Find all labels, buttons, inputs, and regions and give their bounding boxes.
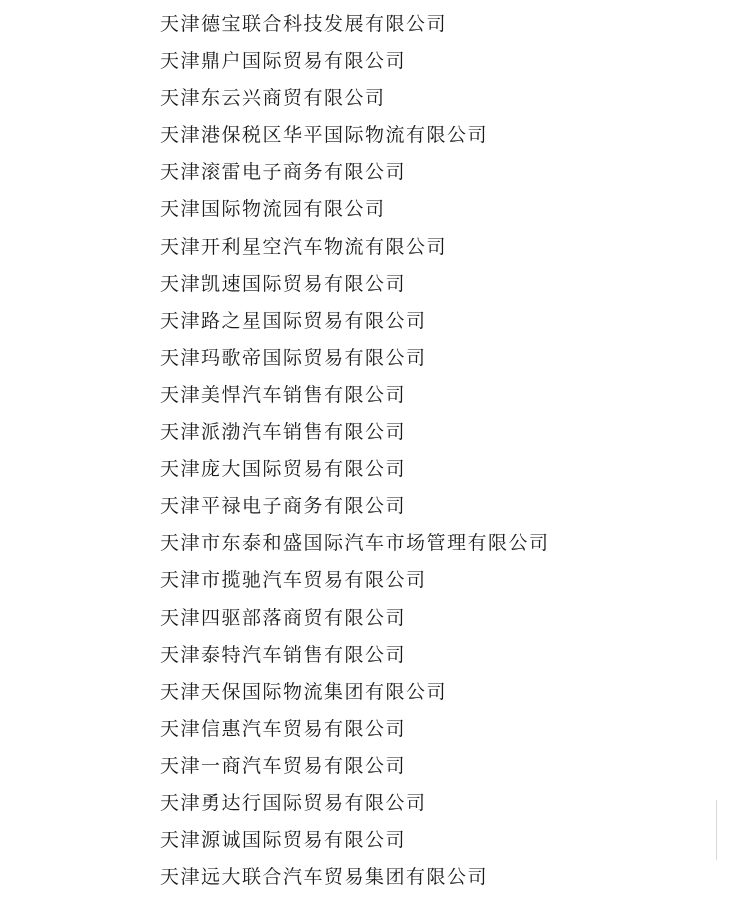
list-item: 天津信惠汽车贸易有限公司 [160, 717, 407, 740]
list-item: 天津东云兴商贸有限公司 [160, 87, 386, 110]
list-item: 天津开利星空汽车物流有限公司 [160, 235, 448, 258]
list-item: 天津美悍汽车销售有限公司 [160, 383, 407, 406]
list-item: 天津玛歌帝国际贸易有限公司 [160, 346, 427, 369]
list-item: 天津远大联合汽车贸易集团有限公司 [160, 866, 489, 889]
scan-edge-mark [716, 800, 717, 860]
list-item: 天津鼎户国际贸易有限公司 [160, 50, 407, 73]
list-item: 天津天保国际物流集团有限公司 [160, 680, 448, 703]
company-list [160, 6, 550, 896]
list-item: 天津国际物流园有限公司 [160, 198, 386, 221]
list-item: 天津庞大国际贸易有限公司 [160, 458, 407, 481]
list-item: 天津源诚国际贸易有限公司 [160, 829, 407, 852]
list-item: 天津勇达行国际贸易有限公司 [160, 791, 427, 814]
list-item: 天津平禄电子商务有限公司 [160, 495, 407, 518]
list-item: 天津派渤汽车销售有限公司 [160, 421, 407, 444]
list-item: 天津路之星国际贸易有限公司 [160, 309, 427, 332]
list-item: 天津德宝联合科技发展有限公司 [160, 13, 448, 35]
list-item: 天津滚雷电子商务有限公司 [160, 161, 407, 184]
list-item: 天津市揽驰汽车贸易有限公司 [160, 569, 427, 592]
list-item: 天津市东泰和盛国际汽车市场管理有限公司 [160, 532, 550, 555]
list-item: 天津一商汽车贸易有限公司 [160, 754, 407, 777]
list-item: 天津港保税区华平国际物流有限公司 [160, 124, 489, 147]
list-item: 天津四驱部落商贸有限公司 [160, 606, 407, 629]
list-item: 天津凯速国际贸易有限公司 [160, 272, 407, 295]
list-item: 天津泰特汽车销售有限公司 [160, 643, 407, 666]
